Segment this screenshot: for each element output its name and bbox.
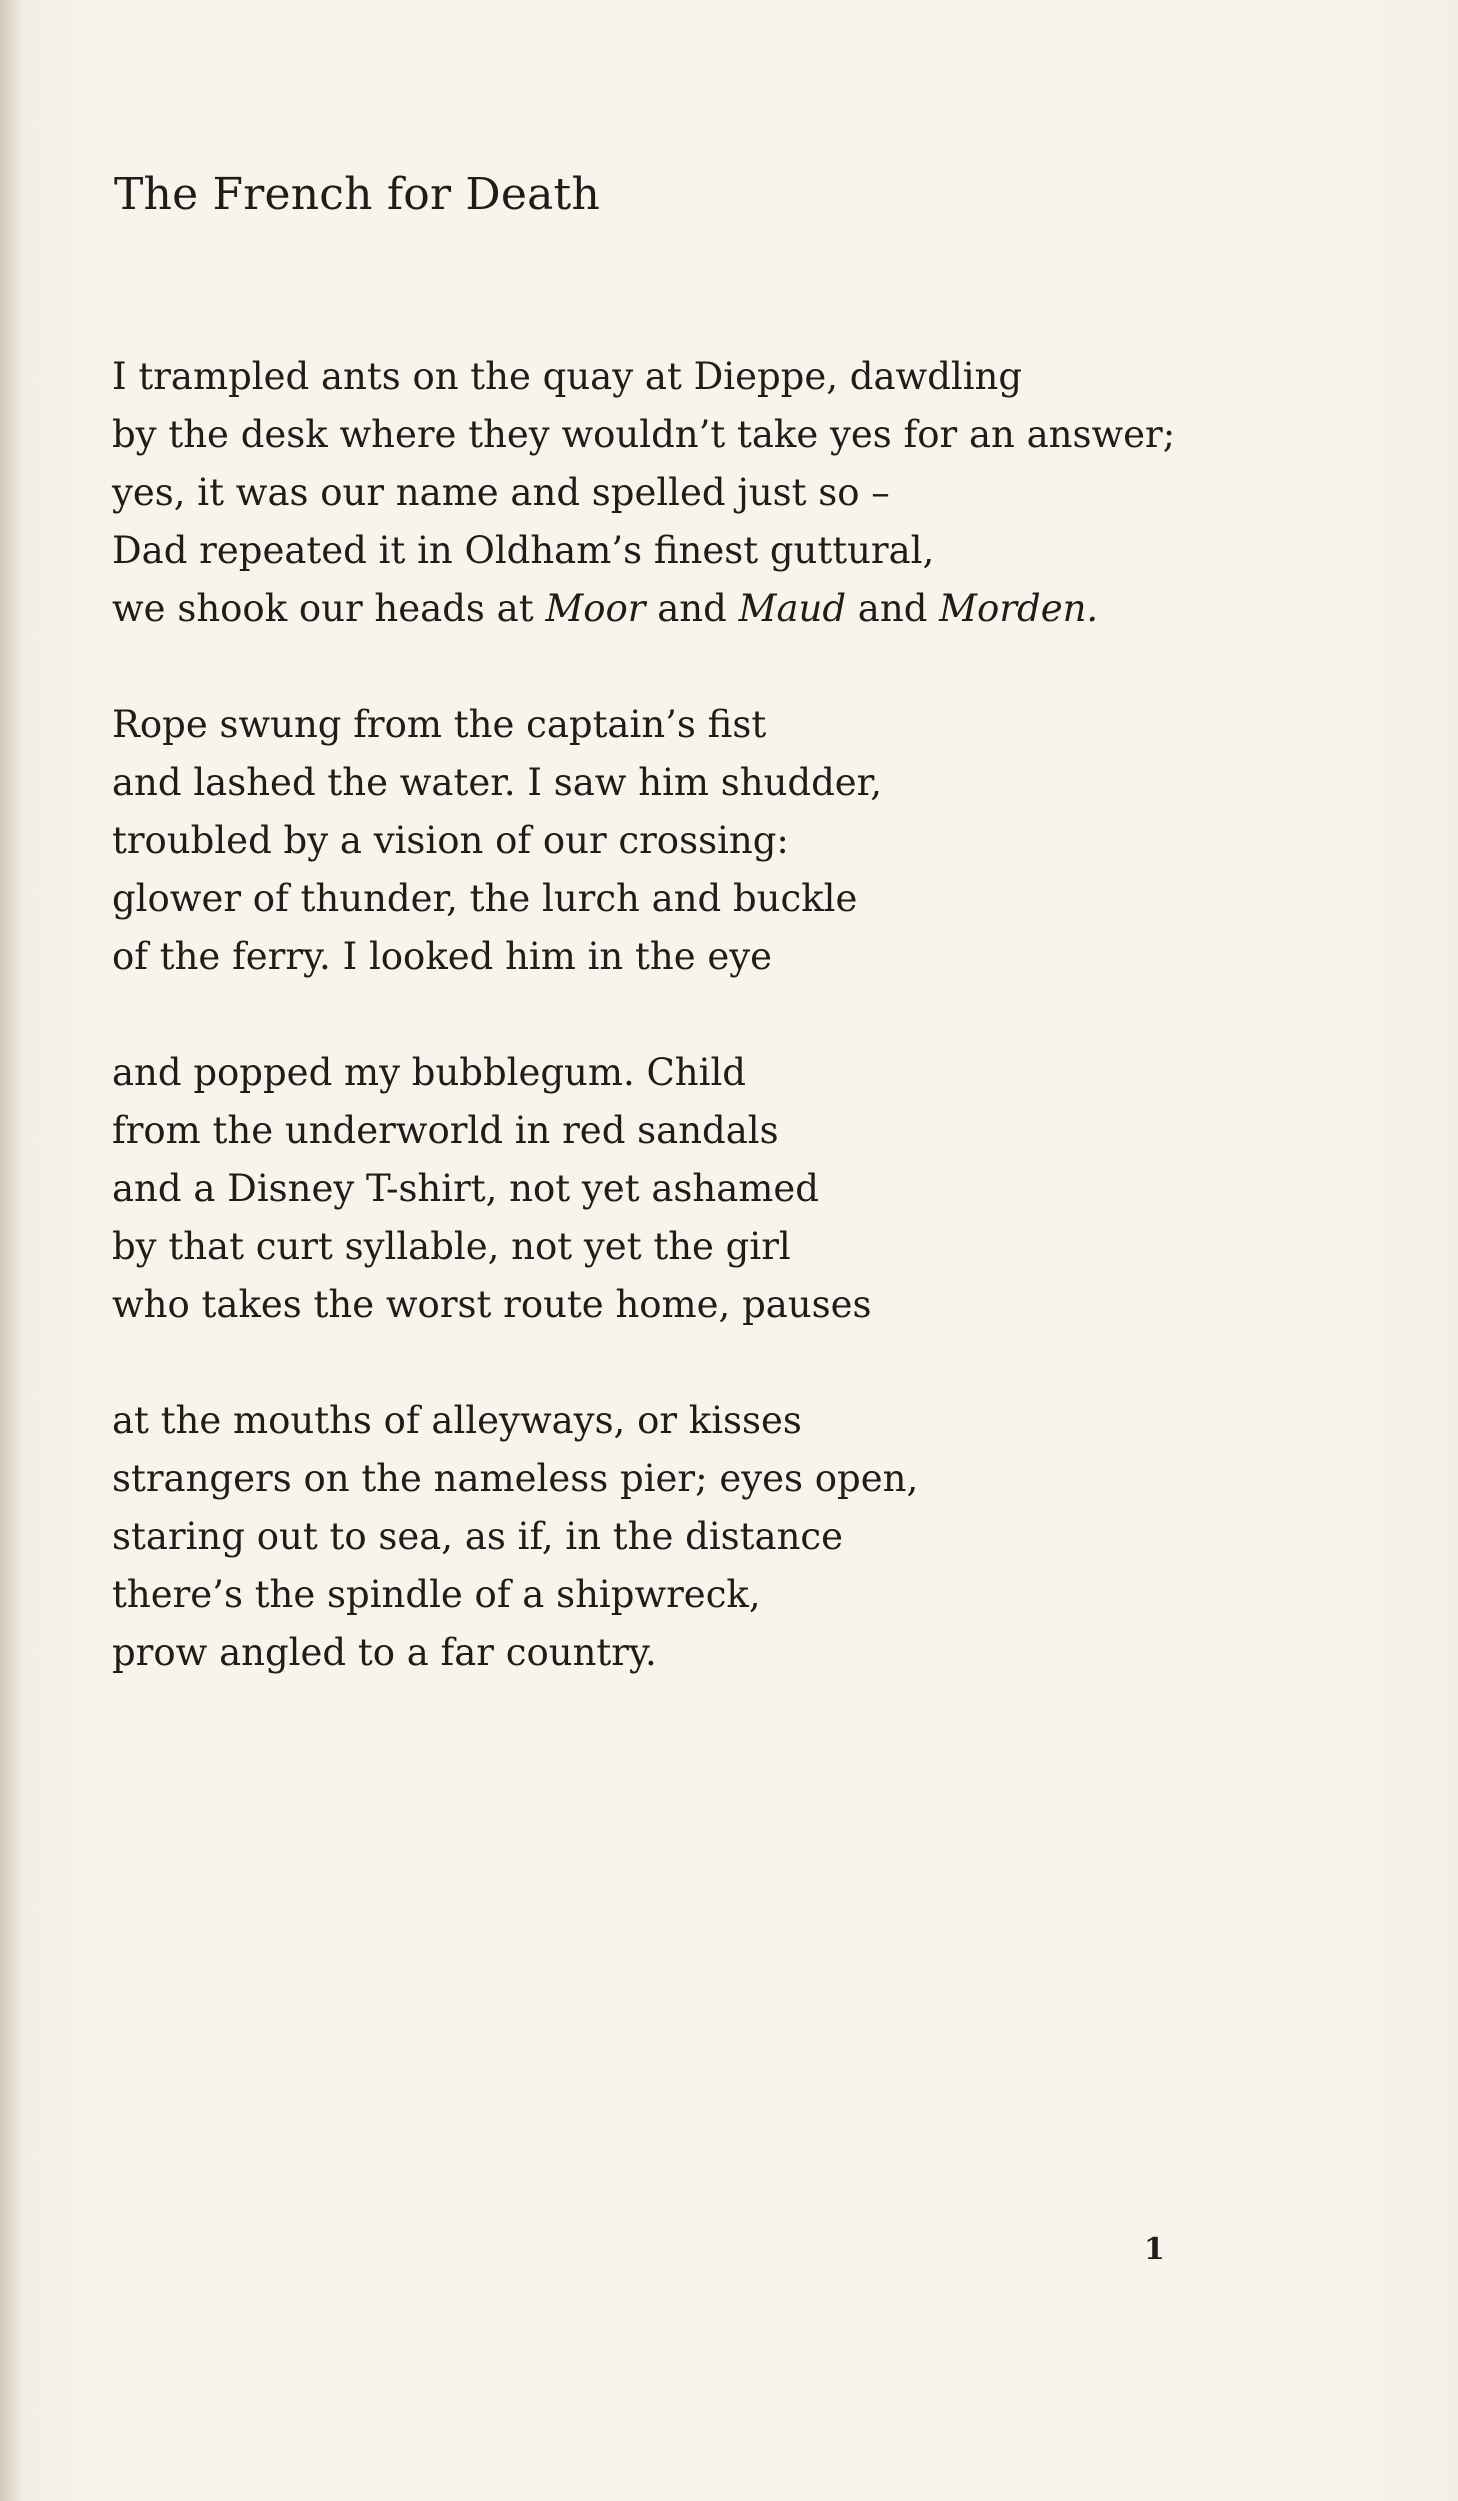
- poem-line: and popped my bubblegum. Child: [112, 1051, 746, 1094]
- poem-line: I trampled ants on the quay at Dieppe, dawdling: [112, 355, 1023, 398]
- poem-line: prow angled to a far country.: [112, 1631, 657, 1674]
- poem-line: who takes the worst route home, pauses: [112, 1283, 872, 1326]
- italic-word-maud: Maud: [738, 587, 847, 630]
- stanza-4: [112, 1392, 1312, 1682]
- poem-body: [112, 348, 1312, 1740]
- page-number: 1: [1144, 2232, 1165, 2267]
- poem-line: staring out to sea, as if, in the distance: [112, 1515, 844, 1558]
- line-text: and: [645, 587, 739, 630]
- stanza-3: [112, 1044, 1312, 1334]
- poem-line: at the mouths of alleyways, or kisses: [112, 1399, 802, 1442]
- poem-line: yes, it was our name and spelled just so –: [112, 471, 890, 514]
- poem-line: of the ferry. I looked him in the eye: [112, 935, 773, 978]
- spine-shadow: [0, 0, 22, 2501]
- poem-line: and lashed the water. I saw him shudder,: [112, 761, 883, 804]
- line-text: we shook our heads at: [112, 587, 546, 630]
- poem-line: strangers on the nameless pier; eyes open,: [112, 1457, 919, 1500]
- poem-line: by that curt syllable, not yet the girl: [112, 1225, 791, 1268]
- poem-line: there’s the spindle of a shipwreck,: [112, 1573, 761, 1616]
- poem-title: The French for Death: [114, 169, 600, 220]
- stanza-2: [112, 696, 1312, 986]
- poem-line: by the desk where they wouldn’t take yes for an answer;: [112, 413, 1176, 456]
- italic-word-moor: Moor: [545, 587, 646, 630]
- line-text: and: [846, 587, 940, 630]
- italic-word-morden: Morden.: [939, 587, 1099, 630]
- poem-line: Rope swung from the captain’s fist: [112, 703, 767, 746]
- poem-line: and a Disney T-shirt, not yet ashamed: [112, 1167, 819, 1210]
- poem-line: from the underworld in red sandals: [112, 1109, 779, 1152]
- poem-line: troubled by a vision of our crossing:: [112, 819, 789, 862]
- poem-line: glower of thunder, the lurch and buckle: [112, 877, 858, 920]
- poem-line-with-italics: [112, 580, 1312, 638]
- stanza-1: [112, 348, 1312, 638]
- poem-line: Dad repeated it in Oldham’s finest guttural,: [112, 529, 935, 572]
